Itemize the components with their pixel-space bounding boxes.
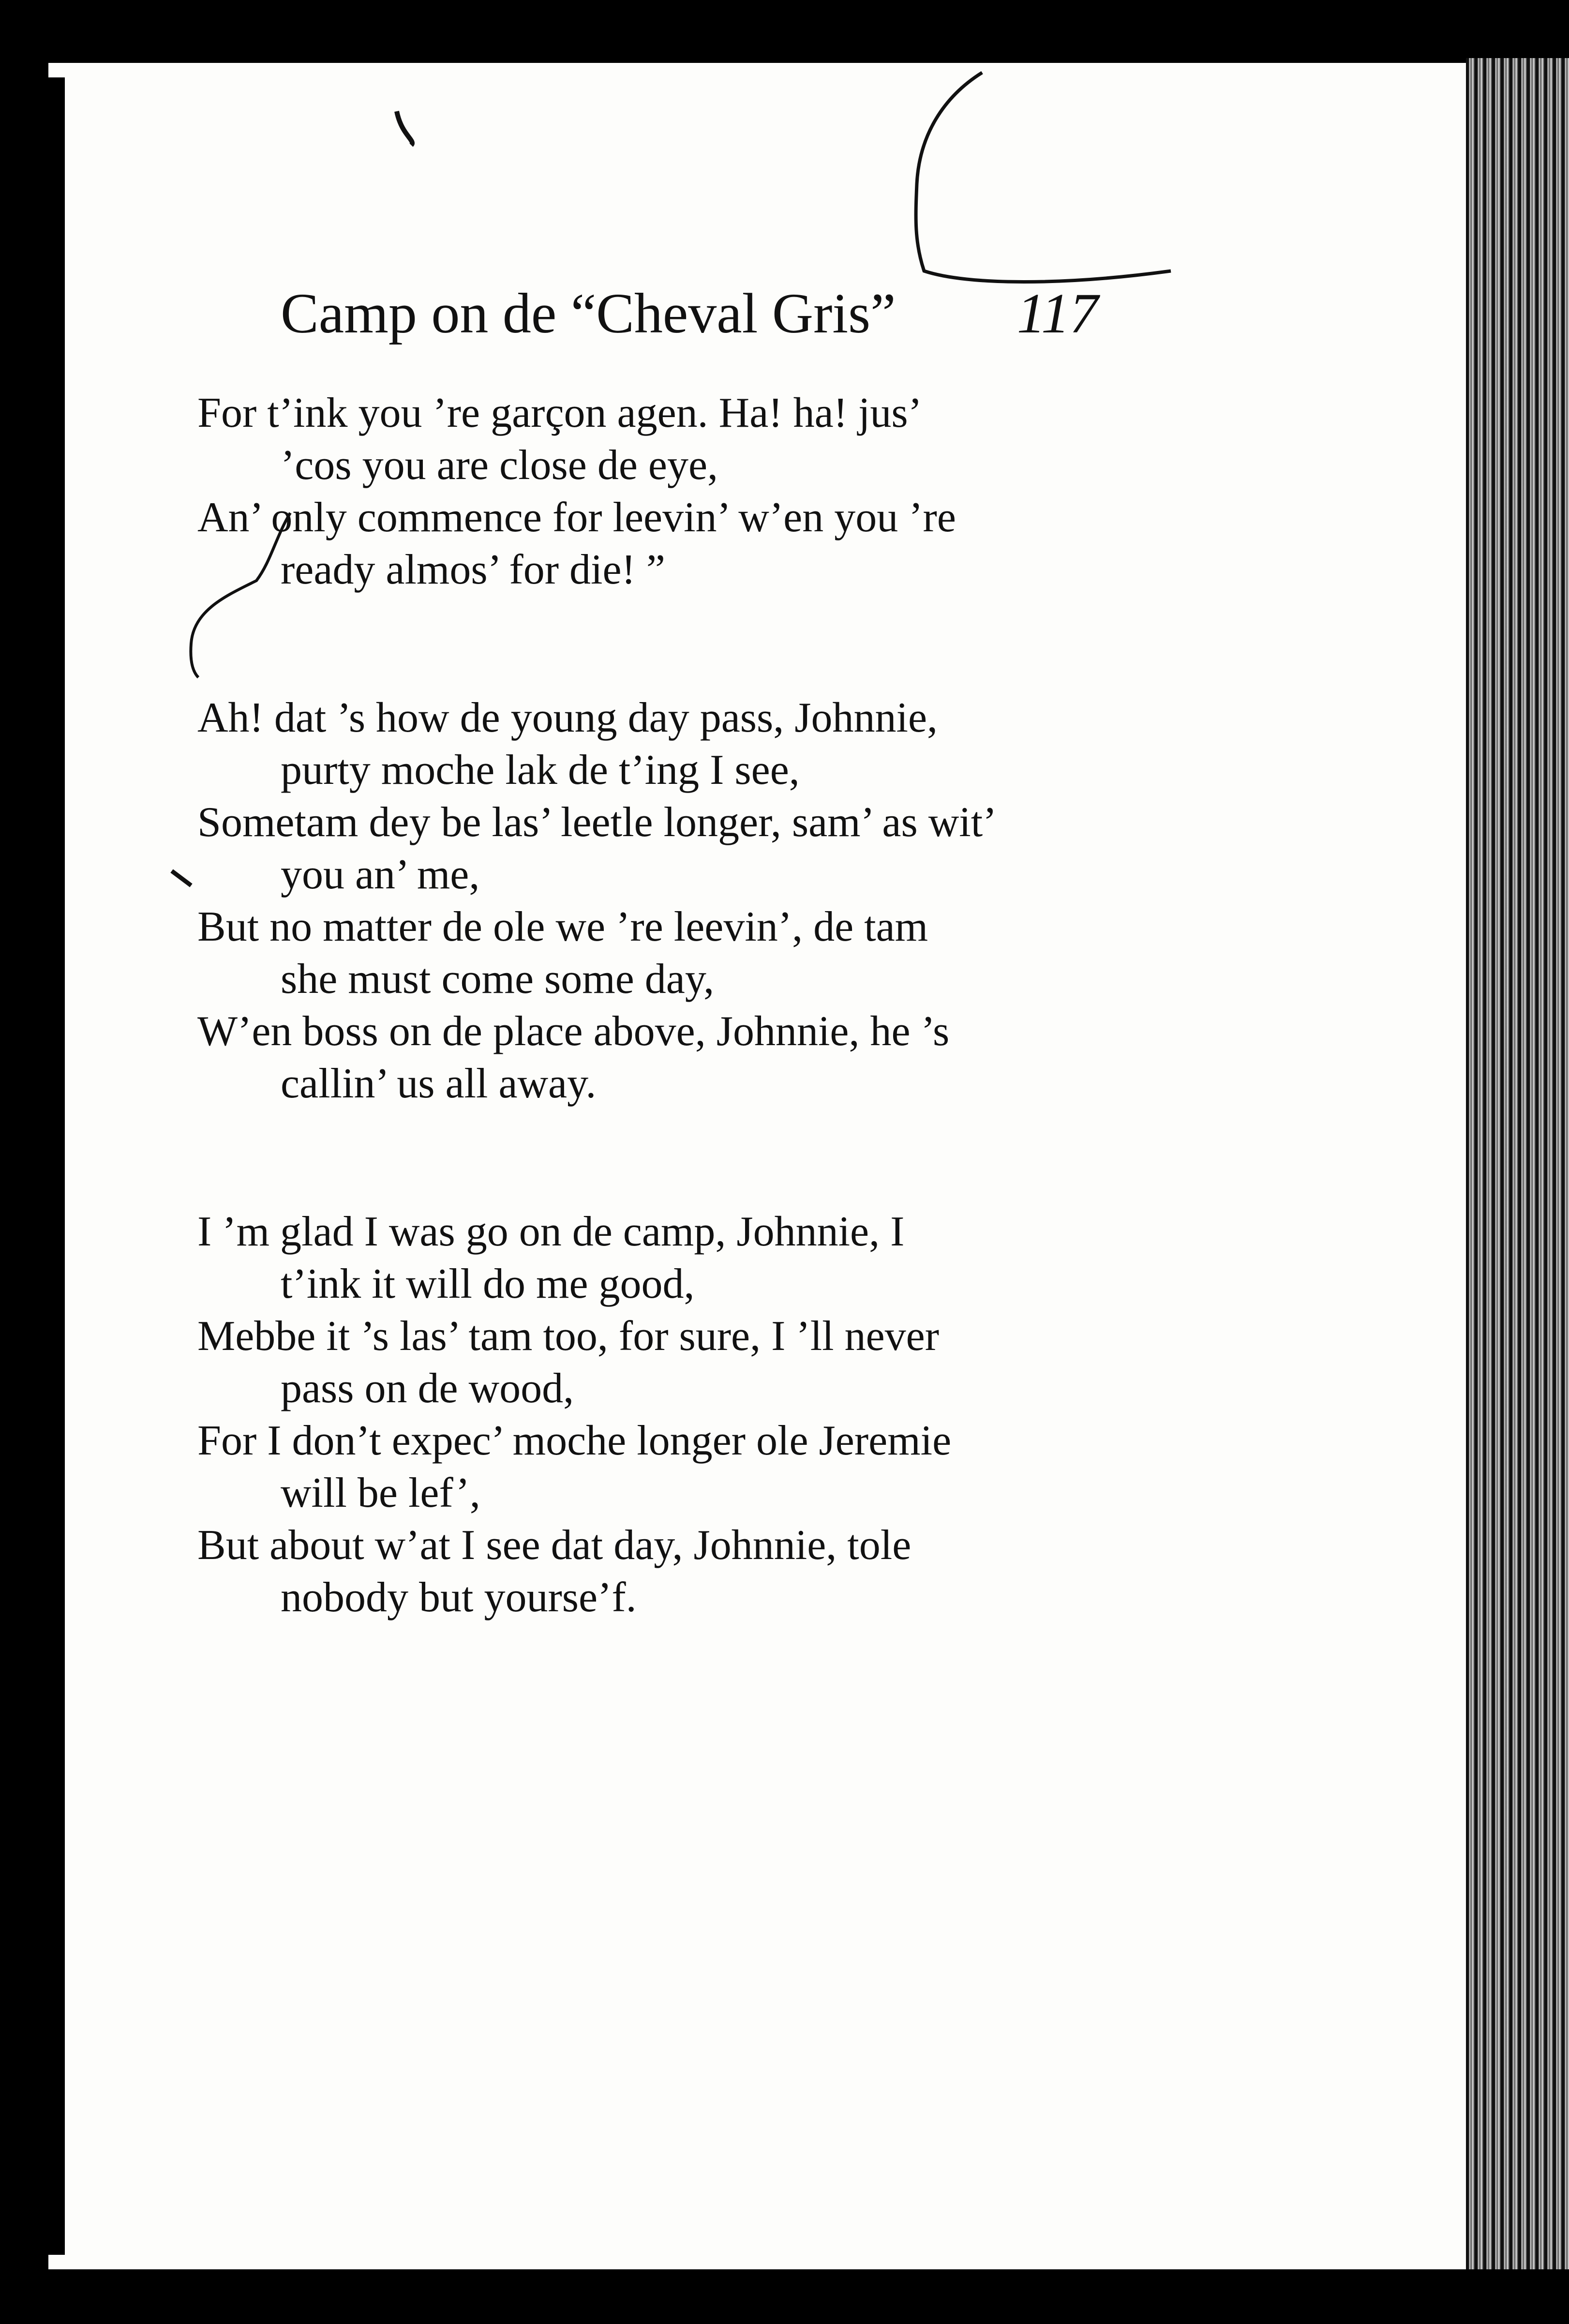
verse-line-continuation: ready almos’ for die! ”: [281, 546, 665, 593]
verse-line-text: W’en boss on de place above, Johnnie, he ’s: [197, 1008, 950, 1055]
verse-line-continuation: callin’ us all away.: [281, 1060, 597, 1107]
scan-bottom-border: [48, 2269, 1569, 2324]
verse-line: [194, 1310, 1113, 1415]
verse-line: [194, 901, 1113, 1005]
page-number: 117: [1016, 282, 1098, 345]
verse-line: [194, 1415, 1113, 1519]
verse-line-text: Ah! dat ’s how de young day pass, Johnnie,: [197, 694, 938, 741]
verse-line-continuation: purty moche lak de t’ing I see,: [281, 747, 800, 794]
verse-line-text: But about w’at I see dat day, Johnnie, tole: [197, 1522, 912, 1569]
verse-line-text: But no matter de ole we ’re leevin’, de tam: [197, 903, 928, 950]
verse-line-continuation: you an’ me,: [281, 851, 480, 898]
verse-line-text: An’ only commence for leevin’ w’en you ’re: [197, 494, 956, 541]
verse-line: [194, 1206, 1113, 1310]
verse-line-continuation: t’ink it will do me good,: [281, 1260, 695, 1307]
verse-line-continuation: pass on de wood,: [281, 1365, 574, 1412]
verse-line-continuation: nobody but yourse’f.: [281, 1574, 637, 1621]
page-header: [281, 281, 1098, 353]
verse-line-continuation: will be lef’,: [281, 1469, 480, 1516]
page-gutter-shadow: [48, 77, 65, 2255]
page-edge-stack: [1466, 58, 1569, 2303]
poem-body: [194, 387, 1113, 1720]
verse-line: [194, 1519, 1113, 1624]
stanza: [194, 387, 1113, 596]
verse-line-text: Mebbe it ’s las’ tam too, for sure, I ’ll never: [197, 1313, 940, 1360]
verse-line-text: For t’ink you ’re garçon agen. Ha! ha! jus’: [197, 390, 922, 436]
stanza: [194, 692, 1113, 1110]
verse-line-text: I ’m glad I was go on de camp, Johnnie, I: [197, 1208, 905, 1255]
verse-line-continuation: ’cos you are close de eye,: [281, 442, 718, 489]
verse-line-continuation: she must come some day,: [281, 956, 715, 1003]
verse-line-text: For I don’t expec’ moche longer ole Jeremie: [197, 1417, 952, 1464]
verse-line: [194, 692, 1113, 796]
verse-line: [194, 796, 1113, 901]
verse-line: [194, 1005, 1113, 1110]
verse-line-text: Sometam dey be las’ leetle longer, sam’ as wit’: [197, 799, 997, 846]
stanza: [194, 1206, 1113, 1624]
verse-line: [194, 492, 1113, 596]
verse-line: [194, 387, 1113, 492]
running-title: Camp on de “Cheval Gris”: [281, 282, 896, 345]
